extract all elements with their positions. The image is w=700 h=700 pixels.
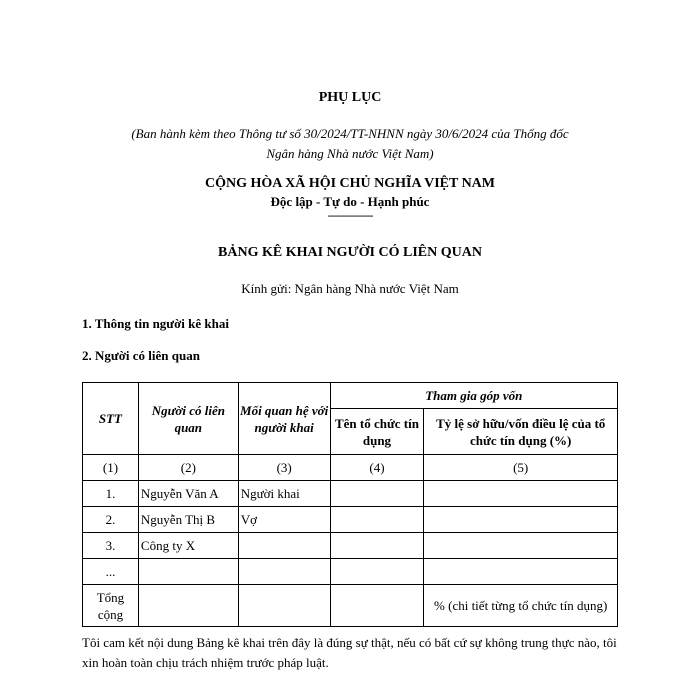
row-ratio [424,481,618,507]
header-capital-contribution: Tham gia góp vốn [330,383,617,409]
total-ratio-note: % (chi tiết từng tổ chức tín dụng) [424,585,618,627]
row-ratio [424,559,618,585]
row-relation [238,533,330,559]
column-number: (4) [330,455,424,481]
total-row [83,585,618,627]
row-institution [330,533,424,559]
recipient-line: Kính gửi: Ngân hàng Nhà nước Việt Nam [241,281,459,296]
row-institution [330,559,424,585]
issuance-note-line-1: (Ban hành kèm theo Thông tư số 30/2024/TT-NHNN ngày 30/6/2024 của Thống đốc [131,126,569,141]
commitment-statement: Tôi cam kết nội dung Bảng kê khai trên đây là đúng sự thật, nếu có bất cứ sự không trung thực nào, tôi xin hoàn toàn chịu trách nhiệm trước pháp luật. [82,635,617,670]
row-stt: 2. [83,507,139,533]
column-number: (1) [83,455,139,481]
row-relation: Người khai [238,481,330,507]
header-institution-name: Tên tổ chức tín dụng [330,409,424,455]
total-institution-cell [330,585,424,627]
issuance-note-line-2: Ngân hàng Nhà nước Việt Nam) [266,146,434,161]
total-name-cell [138,585,238,627]
row-relation [238,559,330,585]
national-title: CỘNG HÒA XÃ HỘI CHỦ NGHĨA VIỆT NAM [204,176,495,191]
table-row [83,481,618,507]
row-institution [330,481,424,507]
column-number: (3) [238,455,330,481]
header-relationship: Mối quan hệ với người khai [238,383,330,455]
row-name: Nguyễn Văn A [138,481,238,507]
row-stt: 3. [83,533,139,559]
table-row [83,507,618,533]
related-persons-table [82,382,618,627]
row-stt: ... [83,559,139,585]
header-stt: STT [83,383,139,455]
row-ratio [424,507,618,533]
section-declarant-info: 1. Thông tin người kê khai [82,316,229,331]
column-number: (5) [424,455,618,481]
row-relation: Vợ [238,507,330,533]
header-ownership-ratio: Tỷ lệ sở hữu/vốn điều lệ của tổ chức tín dụng (%) [424,409,618,455]
table-row [83,533,618,559]
total-label: Tổng cộng [83,585,139,627]
column-number: (2) [138,455,238,481]
row-name [138,559,238,585]
appendix-title: PHỤ LỤC [318,90,382,105]
form-title: BẢNG KÊ KHAI NGƯỜI CÓ LIÊN QUAN [218,245,482,260]
section-related-persons: 2. Người có liên quan [82,348,200,363]
row-name: Nguyễn Thị B [138,507,238,533]
row-ratio [424,533,618,559]
table-row [83,559,618,585]
row-institution [330,507,424,533]
row-stt: 1. [83,481,139,507]
row-name: Công ty X [138,533,238,559]
total-relation-cell [238,585,330,627]
header-related-person: Người có liên quan [138,383,238,455]
header-divider: --------------- [327,208,373,222]
column-number-row [83,455,618,481]
national-motto: Độc lập - Tự do - Hạnh phúc [270,194,430,209]
issuance-note [0,124,700,164]
